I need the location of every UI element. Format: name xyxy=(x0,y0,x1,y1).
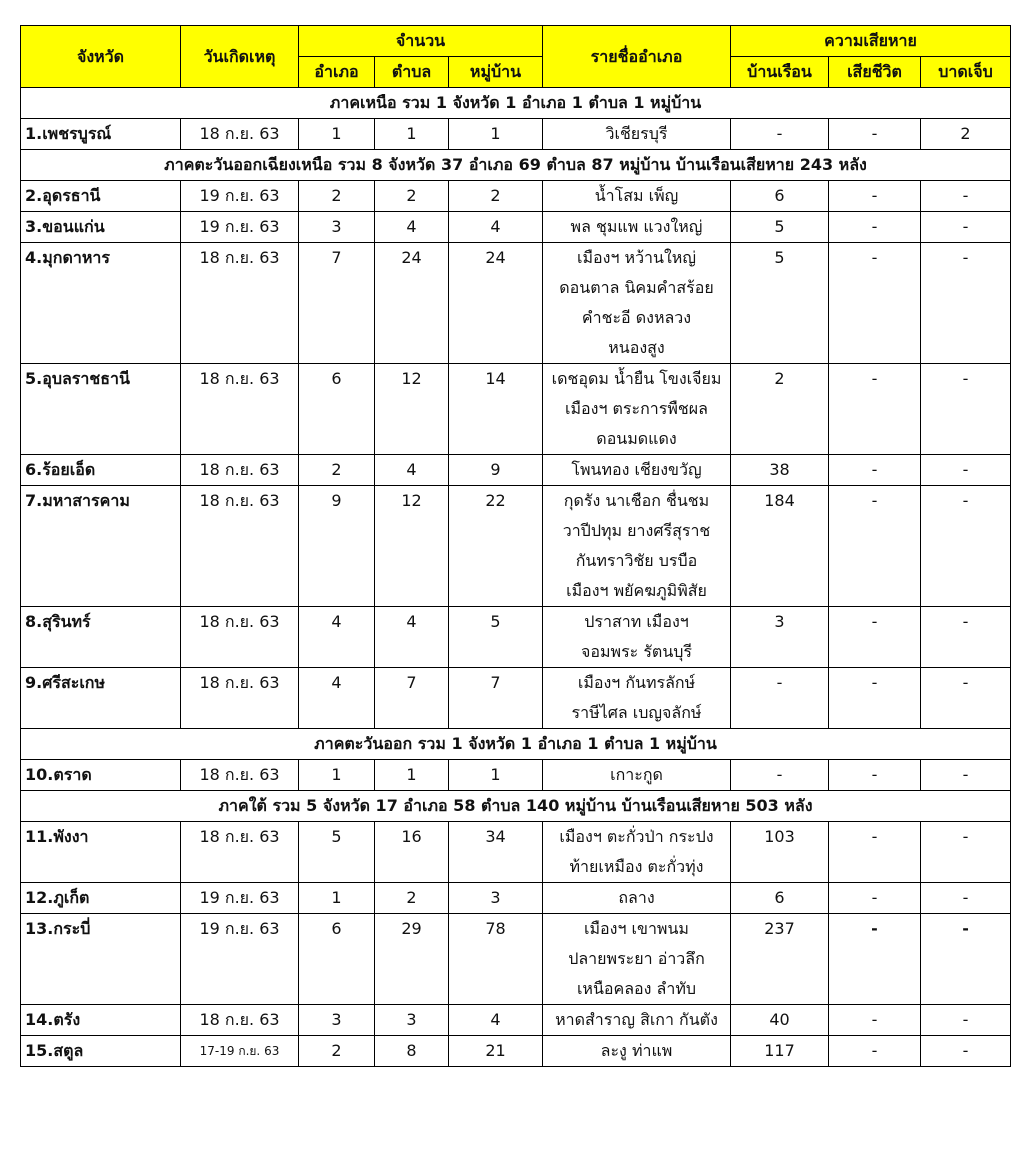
date-cell: 19 ก.ย. 63 xyxy=(181,212,299,243)
district-names-cell xyxy=(543,1036,731,1067)
region-row xyxy=(21,150,1011,181)
table-row xyxy=(21,455,1011,486)
subdistrict-count-cell: 4 xyxy=(375,455,449,486)
district-count-cell: 1 xyxy=(299,119,375,150)
header-village: หมู่บ้าน xyxy=(449,57,543,88)
village-count-cell: 14 xyxy=(449,364,543,455)
district-name-line: เดชอุดม น้ำยืน โขงเจียม xyxy=(551,369,722,388)
district-name-line: วาปีปทุม ยางศรีสุราช xyxy=(562,521,711,540)
district-name-line: กุดรัง นาเชือก ชื่นชม xyxy=(563,491,710,510)
subdistrict-count-cell: 2 xyxy=(375,181,449,212)
date-cell: 19 ก.ย. 63 xyxy=(181,883,299,914)
houses-cell: - xyxy=(731,668,829,729)
district-name-line: หนองสูง xyxy=(608,338,665,357)
subdistrict-count-cell: 4 xyxy=(375,212,449,243)
district-name-line: เมืองฯ ตระการพืชผล xyxy=(565,399,708,418)
injured-cell: - xyxy=(921,822,1011,883)
deaths-cell: - xyxy=(829,668,921,729)
injured-cell: - xyxy=(921,181,1011,212)
injured-cell: - xyxy=(921,883,1011,914)
village-count-cell: 24 xyxy=(449,243,543,364)
district-names-cell xyxy=(543,212,731,243)
houses-cell: 38 xyxy=(731,455,829,486)
district-name-line: คำชะอี ดงหลวง xyxy=(581,308,692,327)
header-district: อำเภอ xyxy=(299,57,375,88)
houses-cell: 3 xyxy=(731,607,829,668)
date-cell: 19 ก.ย. 63 xyxy=(181,181,299,212)
deaths-cell: - xyxy=(829,914,921,1005)
deaths-cell: - xyxy=(829,1005,921,1036)
subdistrict-count-cell: 4 xyxy=(375,607,449,668)
injured-cell: - xyxy=(921,455,1011,486)
table-row xyxy=(21,243,1011,364)
district-count-cell: 3 xyxy=(299,1005,375,1036)
district-names-cell xyxy=(543,364,731,455)
district-name-line: จอมพระ รัตนบุรี xyxy=(580,642,693,661)
district-name-line: ถลาง xyxy=(618,888,655,907)
province-cell: 1.เพชรบูรณ์ xyxy=(21,119,181,150)
province-cell: 4.มุกดาหาร xyxy=(21,243,181,364)
date-cell: 17-19 ก.ย. 63 xyxy=(181,1036,299,1067)
header-houses: บ้านเรือน xyxy=(731,57,829,88)
district-name-line: น้ำโสม เพ็ญ xyxy=(594,186,679,205)
injured-cell: - xyxy=(921,668,1011,729)
region-row xyxy=(21,729,1011,760)
region-title: ภาคใต้ รวม 5 จังหวัด 17 อำเภอ 58 ตำบล 140 หมู่บ้าน บ้านเรือนเสียหาย 503 หลัง xyxy=(21,791,1011,822)
district-count-cell: 2 xyxy=(299,181,375,212)
district-count-cell: 6 xyxy=(299,364,375,455)
district-name-line: เมืองฯ พยัคฆภูมิพิสัย xyxy=(566,581,707,600)
houses-cell: 6 xyxy=(731,181,829,212)
region-row xyxy=(21,791,1011,822)
subdistrict-count-cell: 1 xyxy=(375,760,449,791)
district-count-cell: 6 xyxy=(299,914,375,1005)
deaths-cell: - xyxy=(829,486,921,607)
injured-cell: - xyxy=(921,607,1011,668)
district-name-line: ปลายพระยา อ่าวลึก xyxy=(568,949,705,968)
date-cell: 19 ก.ย. 63 xyxy=(181,914,299,1005)
village-count-cell: 2 xyxy=(449,181,543,212)
deaths-cell: - xyxy=(829,760,921,791)
district-names-cell xyxy=(543,119,731,150)
district-names-cell xyxy=(543,883,731,914)
subdistrict-count-cell: 29 xyxy=(375,914,449,1005)
table-row xyxy=(21,119,1011,150)
deaths-cell: - xyxy=(829,455,921,486)
district-names-cell xyxy=(543,181,731,212)
province-cell: 10.ตราด xyxy=(21,760,181,791)
village-count-cell: 4 xyxy=(449,212,543,243)
houses-cell: 2 xyxy=(731,364,829,455)
district-name-line: ปราสาท เมืองฯ xyxy=(584,612,689,631)
district-names-cell xyxy=(543,243,731,364)
deaths-cell: - xyxy=(829,364,921,455)
table-row xyxy=(21,883,1011,914)
subdistrict-count-cell: 3 xyxy=(375,1005,449,1036)
table-row xyxy=(21,486,1011,607)
flood-report-table xyxy=(20,25,1011,1067)
table-row xyxy=(21,212,1011,243)
date-cell: 18 ก.ย. 63 xyxy=(181,364,299,455)
injured-cell: - xyxy=(921,914,1011,1005)
header-date: วันเกิดเหตุ xyxy=(181,26,299,88)
province-cell: 8.สุรินทร์ xyxy=(21,607,181,668)
village-count-cell: 9 xyxy=(449,455,543,486)
district-name-line: เมืองฯ ตะกั่วป่า กระปง xyxy=(559,827,714,846)
district-name-line: เมืองฯ หว้านใหญ่ xyxy=(577,248,696,267)
houses-cell: 103 xyxy=(731,822,829,883)
subdistrict-count-cell: 12 xyxy=(375,364,449,455)
houses-cell: 6 xyxy=(731,883,829,914)
injured-cell: 2 xyxy=(921,119,1011,150)
village-count-cell: 78 xyxy=(449,914,543,1005)
table-row xyxy=(21,668,1011,729)
deaths-cell: - xyxy=(829,181,921,212)
injured-cell: - xyxy=(921,1036,1011,1067)
injured-cell: - xyxy=(921,1005,1011,1036)
table-body xyxy=(21,88,1011,1067)
table-row xyxy=(21,181,1011,212)
region-row xyxy=(21,88,1011,119)
houses-cell: 5 xyxy=(731,243,829,364)
district-name-line: วิเชียรบุรี xyxy=(605,124,668,143)
district-count-cell: 3 xyxy=(299,212,375,243)
district-names-cell xyxy=(543,455,731,486)
houses-cell: 184 xyxy=(731,486,829,607)
district-count-cell: 4 xyxy=(299,668,375,729)
district-name-line: ราษีไศล เบญจลักษ์ xyxy=(571,703,702,722)
injured-cell: - xyxy=(921,243,1011,364)
houses-cell: 237 xyxy=(731,914,829,1005)
district-name-line: ดอนมดแดง xyxy=(596,429,677,448)
date-cell: 18 ก.ย. 63 xyxy=(181,607,299,668)
district-names-cell xyxy=(543,914,731,1005)
district-count-cell: 4 xyxy=(299,607,375,668)
houses-cell: 40 xyxy=(731,1005,829,1036)
province-cell: 14.ตรัง xyxy=(21,1005,181,1036)
table-row xyxy=(21,1005,1011,1036)
deaths-cell: - xyxy=(829,883,921,914)
province-cell: 12.ภูเก็ต xyxy=(21,883,181,914)
region-title: ภาคเหนือ รวม 1 จังหวัด 1 อำเภอ 1 ตำบล 1 หมู่บ้าน xyxy=(21,88,1011,119)
district-names-cell xyxy=(543,1005,731,1036)
village-count-cell: 21 xyxy=(449,1036,543,1067)
houses-cell: 117 xyxy=(731,1036,829,1067)
province-cell: 7.มหาสารคาม xyxy=(21,486,181,607)
province-cell: 3.ขอนแก่น xyxy=(21,212,181,243)
district-names-cell xyxy=(543,760,731,791)
injured-cell: - xyxy=(921,364,1011,455)
header-district-names: รายชื่ออำเภอ xyxy=(543,26,731,88)
district-name-line: เมืองฯ เขาพนม xyxy=(584,919,689,938)
district-name-line: เกาะกูด xyxy=(610,765,663,784)
district-name-line: หาดสำราญ สิเกา กันตัง xyxy=(555,1010,718,1029)
table-row xyxy=(21,607,1011,668)
injured-cell: - xyxy=(921,486,1011,607)
injured-cell: - xyxy=(921,212,1011,243)
subdistrict-count-cell: 12 xyxy=(375,486,449,607)
table-row xyxy=(21,760,1011,791)
date-cell: 18 ก.ย. 63 xyxy=(181,243,299,364)
deaths-cell: - xyxy=(829,119,921,150)
date-cell: 18 ก.ย. 63 xyxy=(181,119,299,150)
houses-cell: - xyxy=(731,119,829,150)
district-name-line: โพนทอง เชียงขวัญ xyxy=(571,460,702,479)
district-name-line: เหนือคลอง ลำทับ xyxy=(576,979,697,998)
village-count-cell: 7 xyxy=(449,668,543,729)
district-count-cell: 2 xyxy=(299,455,375,486)
deaths-cell: - xyxy=(829,607,921,668)
province-cell: 2.อุดรธานี xyxy=(21,181,181,212)
district-name-line: กันทราวิชัย บรบือ xyxy=(575,551,698,570)
subdistrict-count-cell: 1 xyxy=(375,119,449,150)
header-deaths: เสียชีวิต xyxy=(829,57,921,88)
district-name-line: ละงู ท่าแพ xyxy=(600,1041,673,1060)
province-cell: 15.สตูล xyxy=(21,1036,181,1067)
deaths-cell: - xyxy=(829,243,921,364)
region-title: ภาคตะวันออก รวม 1 จังหวัด 1 อำเภอ 1 ตำบล 1 หมู่บ้าน xyxy=(21,729,1011,760)
district-names-cell xyxy=(543,822,731,883)
header-damage: ความเสียหาย xyxy=(731,26,1011,57)
header-count: จำนวน xyxy=(299,26,543,57)
subdistrict-count-cell: 16 xyxy=(375,822,449,883)
houses-cell: - xyxy=(731,760,829,791)
subdistrict-count-cell: 2 xyxy=(375,883,449,914)
houses-cell: 5 xyxy=(731,212,829,243)
date-cell: 18 ก.ย. 63 xyxy=(181,760,299,791)
deaths-cell: - xyxy=(829,822,921,883)
district-names-cell xyxy=(543,607,731,668)
district-count-cell: 7 xyxy=(299,243,375,364)
deaths-cell: - xyxy=(829,212,921,243)
deaths-cell: - xyxy=(829,1036,921,1067)
district-count-cell: 5 xyxy=(299,822,375,883)
subdistrict-count-cell: 8 xyxy=(375,1036,449,1067)
table-row xyxy=(21,1036,1011,1067)
table-row xyxy=(21,364,1011,455)
district-count-cell: 1 xyxy=(299,883,375,914)
village-count-cell: 34 xyxy=(449,822,543,883)
province-cell: 11.พังงา xyxy=(21,822,181,883)
district-count-cell: 9 xyxy=(299,486,375,607)
header-subdistrict: ตำบล xyxy=(375,57,449,88)
district-names-cell xyxy=(543,486,731,607)
subdistrict-count-cell: 7 xyxy=(375,668,449,729)
province-cell: 9.ศรีสะเกษ xyxy=(21,668,181,729)
date-cell: 18 ก.ย. 63 xyxy=(181,668,299,729)
injured-cell: - xyxy=(921,760,1011,791)
subdistrict-count-cell: 24 xyxy=(375,243,449,364)
district-names-cell xyxy=(543,668,731,729)
province-cell: 6.ร้อยเอ็ด xyxy=(21,455,181,486)
village-count-cell: 3 xyxy=(449,883,543,914)
province-cell: 5.อุบลราชธานี xyxy=(21,364,181,455)
table-row xyxy=(21,822,1011,883)
date-cell: 18 ก.ย. 63 xyxy=(181,486,299,607)
district-name-line: ท้ายเหมือง ตะกั่วทุ่ง xyxy=(569,857,704,876)
village-count-cell: 5 xyxy=(449,607,543,668)
header-injured: บาดเจ็บ xyxy=(921,57,1011,88)
district-name-line: ดอนตาล นิคมคำสร้อย xyxy=(559,278,714,297)
village-count-cell: 4 xyxy=(449,1005,543,1036)
header-province: จังหวัด xyxy=(21,26,181,88)
table-row xyxy=(21,914,1011,1005)
date-cell: 18 ก.ย. 63 xyxy=(181,1005,299,1036)
district-count-cell: 2 xyxy=(299,1036,375,1067)
village-count-cell: 22 xyxy=(449,486,543,607)
district-count-cell: 1 xyxy=(299,760,375,791)
village-count-cell: 1 xyxy=(449,119,543,150)
date-cell: 18 ก.ย. 63 xyxy=(181,822,299,883)
district-name-line: เมืองฯ กันทรลักษ์ xyxy=(577,673,696,692)
region-title: ภาคตะวันออกเฉียงเหนือ รวม 8 จังหวัด 37 อำเภอ 69 ตำบล 87 หมู่บ้าน บ้านเรือนเสียหาย 243 หลัง xyxy=(21,150,1011,181)
village-count-cell: 1 xyxy=(449,760,543,791)
district-name-line: พล ชุมแพ แวงใหญ่ xyxy=(570,217,703,236)
province-cell: 13.กระบี่ xyxy=(21,914,181,1005)
date-cell: 18 ก.ย. 63 xyxy=(181,455,299,486)
